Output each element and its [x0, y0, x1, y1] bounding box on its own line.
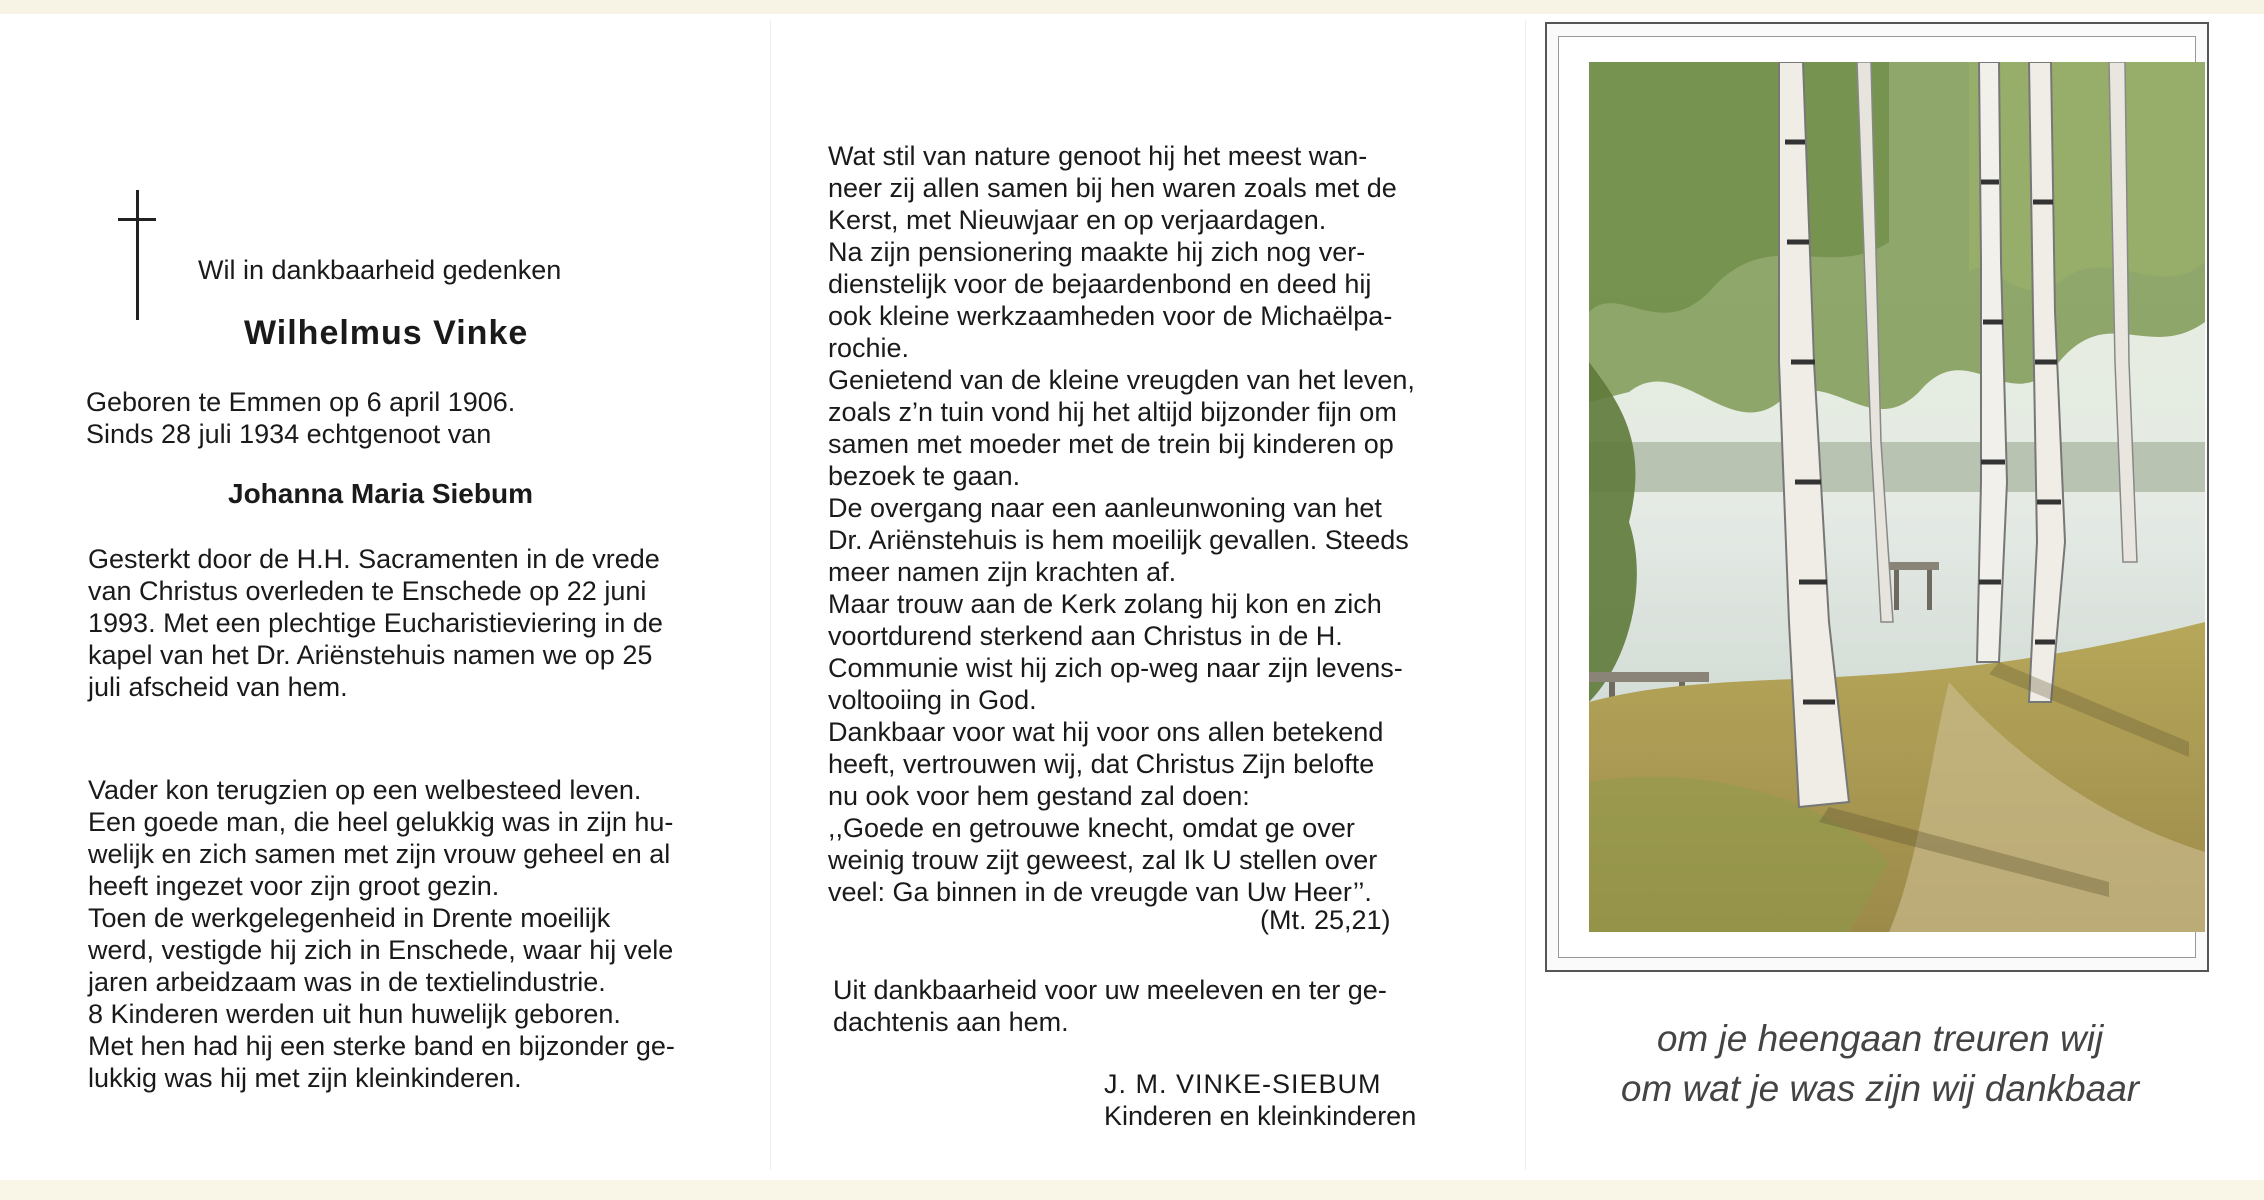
story-line: zoals z’n tuin vond hij het altijd bijzonder fijn om: [828, 397, 1397, 427]
birth-line: Sinds 28 juli 1934 echtgenoot van: [86, 419, 492, 449]
death-paragraph: [88, 543, 716, 703]
bio-line: 8 Kinderen werden uit hun huwelijk geboren.: [88, 999, 621, 1029]
death-line: 1993. Met een plechtige Eucharistieviering in de: [88, 608, 663, 638]
bio-line: heeft ingezet voor zijn groot gezin.: [88, 871, 500, 901]
death-line: kapel van het Dr. Ariënstehuis namen we op 25: [88, 640, 653, 670]
story-line: samen met moeder met de trein bij kinderen op: [828, 429, 1394, 459]
story-line: voltooiing in God.: [828, 685, 1037, 715]
death-line: juli afscheid van hem.: [88, 672, 348, 702]
bio-line: lukkig was hij met zijn kleinkinderen.: [88, 1063, 522, 1093]
scan-edge-top: [0, 0, 2264, 14]
death-line: van Christus overleden te Enschede op 22 juni: [88, 576, 647, 606]
bible-reference: (Mt. 25,21): [1260, 905, 1391, 935]
bio-line: Met hen had hij een sterke band en bijzonder ge-: [88, 1031, 675, 1061]
thanks-paragraph: [833, 974, 1459, 1038]
story-line: Na zijn pensionering maakte hij zich nog ver-: [828, 237, 1366, 267]
story-line: heeft, vertrouwen wij, dat Christus Zijn belofte: [828, 749, 1375, 779]
life-story-paragraph: [828, 140, 1458, 908]
story-line: dienstelijk voor de bejaardenbond en deed hij: [828, 269, 1372, 299]
bio-line: Een goede man, die heel gelukkig was in zijn hu-: [88, 807, 674, 837]
story-line: De overgang naar een aanleunwoning van het: [828, 493, 1382, 523]
story-line: bezoek te gaan.: [828, 461, 1021, 491]
story-line: veel: Ga binnen in de vreugde van Uw Heer’’.: [828, 877, 1372, 907]
story-line: Kerst, met Nieuwjaar en op verjaardagen.: [828, 205, 1327, 235]
story-line: Communie wist hij zich op-weg naar zijn levens-: [828, 653, 1403, 683]
story-line: Maar trouw aan de Kerk zolang hij kon en zich: [828, 589, 1382, 619]
story-line: weinig trouw zijt geweest, zal Ik U stellen over: [828, 845, 1378, 875]
spouse-name: Johanna Maria Siebum: [228, 478, 533, 509]
story-line: ,,Goede en getrouwe knecht, omdat ge over: [828, 813, 1355, 843]
panel-divider-left: [770, 20, 771, 1170]
story-line: Genietend van de kleine vreugden van het leven,: [828, 365, 1415, 395]
bio-line: jaren arbeidzaam was in de textielindustrie.: [88, 967, 606, 997]
panel-divider-right: [1525, 20, 1526, 1170]
bio-line: Vader kon terugzien op een welbesteed leven.: [88, 775, 642, 805]
thanks-line: dachtenis aan hem.: [833, 1007, 1069, 1037]
bio-line: welijk en zich samen met zijn vrouw geheel en al: [88, 839, 671, 869]
death-line: Gesterkt door de H.H. Sacramenten in de vrede: [88, 544, 660, 574]
bio-line: Toen de werkgelegenheid in Drente moeilijk: [88, 903, 611, 933]
story-line: ook kleine werkzaamheden voor de Michaëlpa-: [828, 301, 1393, 331]
invite-text: Wil in dankbaarheid gedenken: [198, 255, 562, 285]
birth-paragraph: [86, 386, 606, 450]
quote-line-1: om je heengaan treuren wij: [1656, 1018, 2104, 1059]
deceased-name: Wilhelmus Vinke: [244, 314, 529, 352]
story-line: Dr. Ariënstehuis is hem moeilijk gevallen. Steeds: [828, 525, 1409, 555]
story-line: meer namen zijn krachten af.: [828, 557, 1177, 587]
birch-trees-photo: [1589, 62, 2205, 932]
story-line: nu ook voor hem gestand zal doen:: [828, 781, 1250, 811]
signature: J. M. VINKE-SIEBUM: [1104, 1069, 1382, 1099]
story-line: Wat stil van nature genoot hij het meest wan-: [828, 141, 1368, 171]
quote-line-2: om wat je was zijn wij dankbaar: [1620, 1068, 2140, 1109]
signature-family: Kinderen en kleinkinderen: [1104, 1101, 1417, 1131]
scan-edge-bottom: [0, 1180, 2264, 1200]
story-line: Dankbaar voor wat hij voor ons allen betekend: [828, 717, 1384, 747]
story-line: neer zij allen samen bij hen waren zoals met de: [828, 173, 1397, 203]
story-line: voortdurend sterkend aan Christus in de H.: [828, 621, 1343, 651]
thanks-line: Uit dankbaarheid voor uw meeleven en ter ge-: [833, 975, 1387, 1005]
story-line: rochie.: [828, 333, 910, 363]
bio-paragraph: [88, 774, 716, 1094]
bio-line: werd, vestigde hij zich in Enschede, waar hij vele: [88, 935, 674, 965]
birth-line: Geboren te Emmen op 6 april 1906.: [86, 387, 516, 417]
